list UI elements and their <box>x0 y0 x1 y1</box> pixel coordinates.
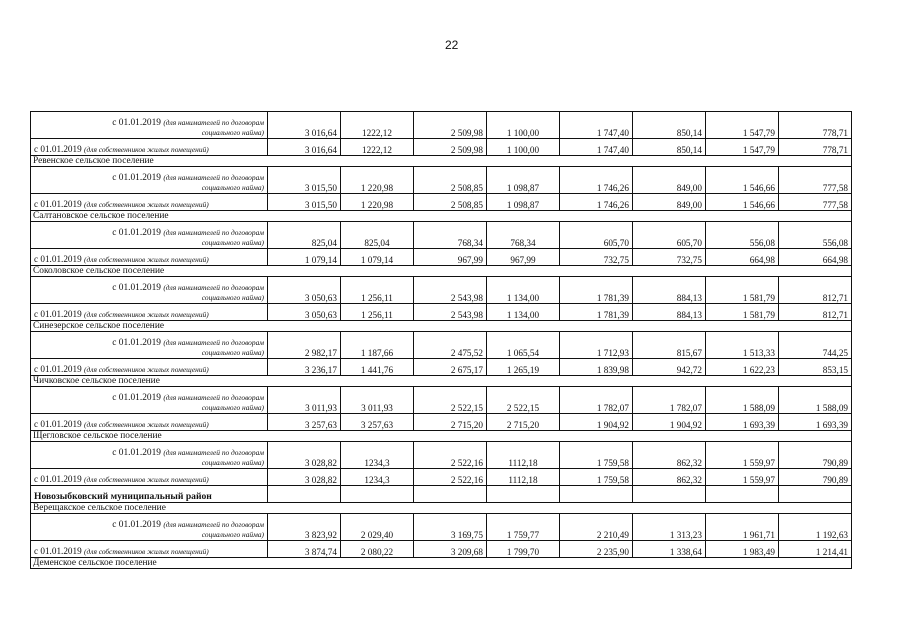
tariff-value-cell: 1112,18 <box>486 442 559 469</box>
tenant-note-line2: социального найма) <box>201 530 264 539</box>
tenant-row-label <box>31 222 268 249</box>
tariff-value-cell: 3 011,93 <box>340 387 413 414</box>
tenant-note-line1: (для нанимателей по договорам <box>163 520 264 529</box>
date-label: с 01.01.2019 <box>112 338 161 348</box>
owner-tariff-row <box>31 469 852 486</box>
tenant-note-line2: социального найма) <box>201 458 264 467</box>
tariff-value-cell: 3 236,17 <box>267 359 340 376</box>
tenant-note-line1: (для нанимателей по договорам <box>163 393 264 402</box>
tariff-value-cell: 1 220,98 <box>340 194 413 211</box>
empty-cell <box>632 486 705 503</box>
settlement-name: Соколовское сельское поселение <box>31 266 852 277</box>
tariff-value-cell: 3 016,64 <box>267 112 340 139</box>
tariff-value-cell: 1 098,87 <box>486 194 559 211</box>
tariff-value-cell: 1234,3 <box>340 469 413 486</box>
tariff-value-cell: 849,00 <box>632 167 705 194</box>
owner-note: (для собственников жилых помещений) <box>84 420 209 429</box>
owner-row-label <box>31 414 268 431</box>
tariff-value-cell: 778,71 <box>778 112 851 139</box>
tariff-value-cell: 2 475,52 <box>413 332 486 359</box>
owner-tariff-row <box>31 139 852 156</box>
district-name: Новозыбковский муниципальный район <box>31 486 268 503</box>
tariff-value-cell: 3 209,68 <box>413 541 486 558</box>
tariff-value-cell: 3 015,50 <box>267 194 340 211</box>
date-label: с 01.01.2019 <box>34 254 82 264</box>
tariff-value-cell: 2 543,98 <box>413 277 486 304</box>
tariff-value-cell: 732,75 <box>632 249 705 266</box>
tenant-tariff-row <box>31 514 852 541</box>
tariff-value-cell: 1 759,58 <box>559 442 632 469</box>
tariff-value-cell: 1 214,41 <box>778 541 851 558</box>
tariff-value-cell: 853,15 <box>778 359 851 376</box>
settlement-header-row <box>31 376 852 387</box>
tariff-value-cell: 825,04 <box>340 222 413 249</box>
tariff-value-cell: 3 823,92 <box>267 514 340 541</box>
tariff-value-cell: 1 782,07 <box>559 387 632 414</box>
tariff-value-cell: 3 028,82 <box>267 442 340 469</box>
empty-cell <box>267 486 340 503</box>
empty-cell <box>340 486 413 503</box>
tenant-tariff-row <box>31 222 852 249</box>
tariff-value-cell: 862,32 <box>632 442 705 469</box>
tariff-value-cell: 1 513,33 <box>705 332 778 359</box>
date-label: с 01.01.2019 <box>112 173 161 183</box>
tariff-value-cell: 744,25 <box>778 332 851 359</box>
tariff-value-cell: 884,13 <box>632 277 705 304</box>
settlement-header-row <box>31 266 852 277</box>
tenant-note-line1: (для нанимателей по договорам <box>163 173 264 182</box>
tariff-value-cell: 1 961,71 <box>705 514 778 541</box>
tariff-value-cell: 777,58 <box>778 167 851 194</box>
tenant-tariff-row <box>31 442 852 469</box>
tariff-value-cell: 1 581,79 <box>705 304 778 321</box>
tariff-value-cell: 850,14 <box>632 112 705 139</box>
tariff-value-cell: 3 028,82 <box>267 469 340 486</box>
tariff-value-cell: 1 134,00 <box>486 277 559 304</box>
tenant-note-line2: социального найма) <box>201 403 264 412</box>
tariff-value-cell: 1 559,97 <box>705 469 778 486</box>
tenant-tariff-row <box>31 112 852 139</box>
date-label: с 01.01.2019 <box>34 364 82 374</box>
date-label: с 01.01.2019 <box>112 228 161 238</box>
owner-note: (для собственников жилых помещений) <box>84 310 209 319</box>
tariff-value-cell: 2 715,20 <box>486 414 559 431</box>
tariff-value-cell: 1 799,70 <box>486 541 559 558</box>
owner-row-label <box>31 359 268 376</box>
tariff-value-cell: 3 169,75 <box>413 514 486 541</box>
owner-row-label <box>31 469 268 486</box>
tenant-row-label <box>31 387 268 414</box>
tariff-value-cell: 1 313,23 <box>632 514 705 541</box>
settlement-name: Синезерское сельское поселение <box>31 321 852 332</box>
tariff-value-cell: 812,71 <box>778 277 851 304</box>
owner-row-label <box>31 304 268 321</box>
settlement-header-row <box>31 321 852 332</box>
settlement-header-row <box>31 211 852 222</box>
tariff-value-cell: 1 079,14 <box>340 249 413 266</box>
district-header-row <box>31 486 852 503</box>
tariff-value-cell: 768,34 <box>486 222 559 249</box>
tenant-note-line2: социального найма) <box>201 128 264 137</box>
tariff-value-cell: 732,75 <box>559 249 632 266</box>
tenant-note-line1: (для нанимателей по договорам <box>163 338 264 347</box>
tariff-value-cell: 790,89 <box>778 442 851 469</box>
tariff-value-cell: 1 839,98 <box>559 359 632 376</box>
tenant-note-line1: (для нанимателей по договорам <box>163 283 264 292</box>
tariff-value-cell: 664,98 <box>705 249 778 266</box>
owner-row-label <box>31 541 268 558</box>
tariff-value-cell: 1 256,11 <box>340 304 413 321</box>
tariff-value-cell: 2 522,15 <box>413 387 486 414</box>
tariff-value-cell: 1112,18 <box>486 469 559 486</box>
tariff-value-cell: 1 747,40 <box>559 139 632 156</box>
tariff-value-cell: 1 588,09 <box>705 387 778 414</box>
owner-note: (для собственников жилых помещений) <box>84 365 209 374</box>
tariff-value-cell: 1 588,09 <box>778 387 851 414</box>
owner-tariff-row <box>31 359 852 376</box>
tariff-value-cell: 1 781,39 <box>559 277 632 304</box>
tariff-value-cell: 1 781,39 <box>559 304 632 321</box>
tariff-value-cell: 1 065,54 <box>486 332 559 359</box>
tariff-value-cell: 2 509,98 <box>413 139 486 156</box>
date-label: с 01.01.2019 <box>34 546 82 556</box>
tenant-note-line2: социального найма) <box>201 348 264 357</box>
tariff-value-cell: 1 098,87 <box>486 167 559 194</box>
tariff-value-cell: 2 715,20 <box>413 414 486 431</box>
tenant-row-label <box>31 112 268 139</box>
tariff-value-cell: 1 100,00 <box>486 139 559 156</box>
tariff-value-cell: 2 522,16 <box>413 442 486 469</box>
settlement-header-row <box>31 431 852 442</box>
tariff-value-cell: 1 220,98 <box>340 167 413 194</box>
owner-tariff-row <box>31 304 852 321</box>
date-label: с 01.01.2019 <box>112 520 161 530</box>
date-label: с 01.01.2019 <box>112 448 161 458</box>
owner-tariff-row <box>31 414 852 431</box>
owner-note: (для собственников жилых помещений) <box>84 255 209 264</box>
tariff-value-cell: 1 747,40 <box>559 112 632 139</box>
tariff-value-cell: 849,00 <box>632 194 705 211</box>
empty-cell <box>559 486 632 503</box>
tariff-value-cell: 1 265,19 <box>486 359 559 376</box>
tariff-value-cell: 777,58 <box>778 194 851 211</box>
settlement-name: Верещакское сельское поселение <box>31 503 852 514</box>
tariff-value-cell: 862,32 <box>632 469 705 486</box>
tariff-value-cell: 3 016,64 <box>267 139 340 156</box>
tariff-value-cell: 1 782,07 <box>632 387 705 414</box>
tariff-value-cell: 556,08 <box>705 222 778 249</box>
tariff-value-cell: 1 100,00 <box>486 112 559 139</box>
tariff-value-cell: 1 546,66 <box>705 194 778 211</box>
tariff-value-cell: 664,98 <box>778 249 851 266</box>
tariff-value-cell: 1 546,66 <box>705 167 778 194</box>
empty-cell <box>413 486 486 503</box>
tariff-value-cell: 556,08 <box>778 222 851 249</box>
tariff-value-cell: 2 235,90 <box>559 541 632 558</box>
tariff-value-cell: 1 693,39 <box>778 414 851 431</box>
tariff-value-cell: 3 011,93 <box>267 387 340 414</box>
owner-note: (для собственников жилых помещений) <box>84 145 209 154</box>
tenant-note-line1: (для нанимателей по договорам <box>163 228 264 237</box>
tariff-value-cell: 1 622,23 <box>705 359 778 376</box>
tariff-value-cell: 815,67 <box>632 332 705 359</box>
tariff-value-cell: 1 581,79 <box>705 277 778 304</box>
tariff-value-cell: 1 338,64 <box>632 541 705 558</box>
owner-note: (для собственников жилых помещений) <box>84 200 209 209</box>
tariff-value-cell: 1 559,97 <box>705 442 778 469</box>
tariff-value-cell: 3 050,63 <box>267 304 340 321</box>
tariff-value-cell: 2 675,17 <box>413 359 486 376</box>
tenant-row-label <box>31 277 268 304</box>
tenant-row-label <box>31 442 268 469</box>
tariff-value-cell: 2 080,22 <box>340 541 413 558</box>
tariff-value-cell: 850,14 <box>632 139 705 156</box>
empty-cell <box>486 486 559 503</box>
tariff-value-cell: 2 543,98 <box>413 304 486 321</box>
tenant-row-label <box>31 332 268 359</box>
date-label: с 01.01.2019 <box>34 474 82 484</box>
tariff-value-cell: 2 522,16 <box>413 469 486 486</box>
tariff-value-cell: 1 192,63 <box>778 514 851 541</box>
tariff-value-cell: 1 079,14 <box>267 249 340 266</box>
tenant-tariff-row <box>31 167 852 194</box>
tariff-value-cell: 812,71 <box>778 304 851 321</box>
tariff-value-cell: 778,71 <box>778 139 851 156</box>
tenant-row-label <box>31 514 268 541</box>
tariff-value-cell: 1 187,66 <box>340 332 413 359</box>
tariff-value-cell: 2 029,40 <box>340 514 413 541</box>
tariff-value-cell: 1222,12 <box>340 139 413 156</box>
settlement-name: Деменское сельское поселение <box>31 558 852 569</box>
tariff-value-cell: 967,99 <box>486 249 559 266</box>
settlement-name: Щегловское сельское поселение <box>31 431 852 442</box>
tenant-row-label <box>31 167 268 194</box>
tariff-value-cell: 1 983,49 <box>705 541 778 558</box>
tariff-value-cell: 768,34 <box>413 222 486 249</box>
tariff-value-cell: 1 134,00 <box>486 304 559 321</box>
owner-tariff-row <box>31 541 852 558</box>
tariff-value-cell: 1 759,58 <box>559 469 632 486</box>
date-label: с 01.01.2019 <box>34 419 82 429</box>
tariff-value-cell: 825,04 <box>267 222 340 249</box>
tariff-value-cell: 3 874,74 <box>267 541 340 558</box>
settlement-name: Ревенское сельское поселение <box>31 156 852 167</box>
page-number: 22 <box>445 38 459 52</box>
tariff-value-cell: 1 759,77 <box>486 514 559 541</box>
tariff-value-cell: 942,72 <box>632 359 705 376</box>
owner-note: (для собственников жилых помещений) <box>84 547 209 556</box>
tariff-value-cell: 2 982,17 <box>267 332 340 359</box>
tariff-value-cell: 1 256,11 <box>340 277 413 304</box>
tariff-value-cell: 967,99 <box>413 249 486 266</box>
tariff-value-cell: 2 508,85 <box>413 167 486 194</box>
tariff-value-cell: 1 746,26 <box>559 194 632 211</box>
tenant-note-line2: социального найма) <box>201 238 264 247</box>
tariff-value-cell: 3 015,50 <box>267 167 340 194</box>
date-label: с 01.01.2019 <box>34 199 82 209</box>
date-label: с 01.01.2019 <box>112 393 161 403</box>
date-label: с 01.01.2019 <box>34 144 82 154</box>
tariff-value-cell: 2 509,98 <box>413 112 486 139</box>
settlement-header-row <box>31 503 852 514</box>
settlement-header-row <box>31 558 852 569</box>
tenant-note-line2: социального найма) <box>201 293 264 302</box>
tenant-note-line2: социального найма) <box>201 183 264 192</box>
tariff-value-cell: 1 547,79 <box>705 139 778 156</box>
owner-note: (для собственников жилых помещений) <box>84 475 209 484</box>
tariff-value-cell: 1 693,39 <box>705 414 778 431</box>
tariff-table-body <box>31 112 852 569</box>
tariff-table <box>30 111 852 569</box>
tariff-value-cell: 1222,12 <box>340 112 413 139</box>
owner-row-label <box>31 139 268 156</box>
tariff-value-cell: 1 547,79 <box>705 112 778 139</box>
tariff-value-cell: 1 712,93 <box>559 332 632 359</box>
owner-tariff-row <box>31 194 852 211</box>
tariff-value-cell: 605,70 <box>632 222 705 249</box>
date-label: с 01.01.2019 <box>112 118 161 128</box>
tenant-note-line1: (для нанимателей по договорам <box>163 448 264 457</box>
owner-row-label <box>31 249 268 266</box>
owner-tariff-row <box>31 249 852 266</box>
tariff-value-cell: 884,13 <box>632 304 705 321</box>
tariff-value-cell: 2 210,49 <box>559 514 632 541</box>
tariff-value-cell: 1 441,76 <box>340 359 413 376</box>
empty-cell <box>705 486 778 503</box>
tenant-tariff-row <box>31 387 852 414</box>
date-label: с 01.01.2019 <box>34 309 82 319</box>
tenant-note-line1: (для нанимателей по договорам <box>163 118 264 127</box>
settlement-header-row <box>31 156 852 167</box>
owner-row-label <box>31 194 268 211</box>
tariff-value-cell: 3 257,63 <box>267 414 340 431</box>
tariff-value-cell: 605,70 <box>559 222 632 249</box>
tariff-value-cell: 2 522,15 <box>486 387 559 414</box>
tariff-value-cell: 2 508,85 <box>413 194 486 211</box>
empty-cell <box>778 486 851 503</box>
tariff-value-cell: 3 257,63 <box>340 414 413 431</box>
date-label: с 01.01.2019 <box>112 283 161 293</box>
tariff-value-cell: 1 746,26 <box>559 167 632 194</box>
tenant-tariff-row <box>31 332 852 359</box>
tariff-value-cell: 3 050,63 <box>267 277 340 304</box>
tenant-tariff-row <box>31 277 852 304</box>
settlement-name: Салтановское сельское поселение <box>31 211 852 222</box>
tariff-value-cell: 1234,3 <box>340 442 413 469</box>
tariff-value-cell: 790,89 <box>778 469 851 486</box>
settlement-name: Чичковское сельское поселение <box>31 376 852 387</box>
tariff-value-cell: 1 904,92 <box>559 414 632 431</box>
tariff-value-cell: 1 904,92 <box>632 414 705 431</box>
